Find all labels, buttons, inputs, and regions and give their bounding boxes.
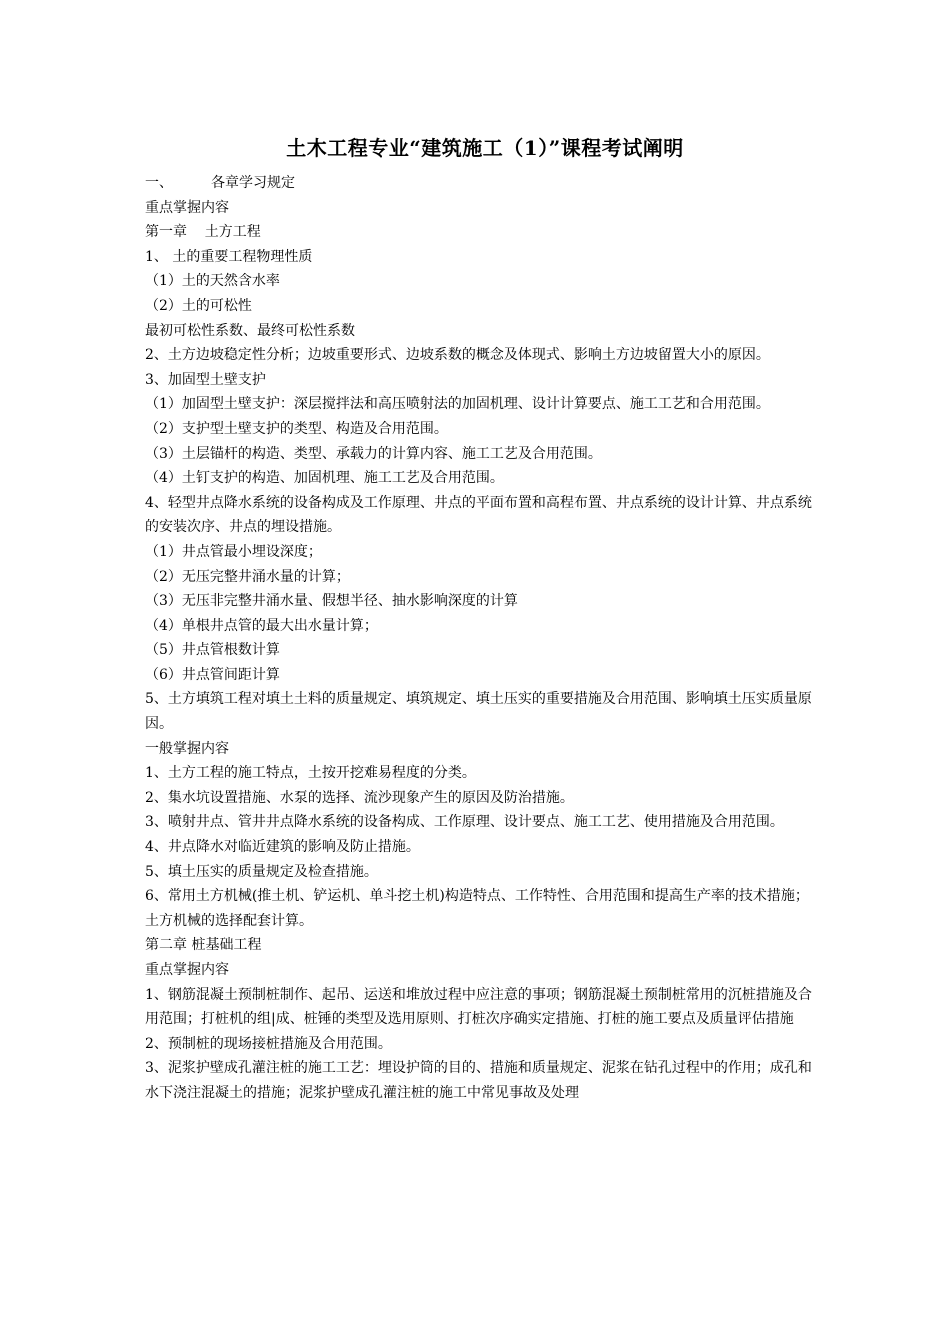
text-line: 重点掌握内容 [145,199,229,216]
text-line: （3）土层锚杆的构造、类型、承载力的计算内容、施工工艺及合用范围。 [145,445,602,462]
text-line: （1）加固型土壁支护：深层搅拌法和高压喷射法的加固机理、设计计算要点、施工工艺和合用范围。 [145,396,770,413]
text-line: 6、常用土方机械(推土机、铲运机、单斗挖土机)构造特点、工作特性、合用范围和提高生产率的技术措施；土方机械的选择配套计算。 [145,888,809,929]
section-heading [145,171,820,196]
text-line: 3、泥浆护壁成孔灌注桩的施工工艺：埋设护筒的目的、措施和质量规定、泥浆在钻孔过程中的作用；成孔和水下浇注混凝土的措施；泥浆护壁成孔灌注桩的施工中常见事故及处理 [145,1060,812,1101]
text-line: （1）土的天然含水率 [145,273,280,290]
text-line: 5、填土压实的质量规定及检查措施。 [145,863,378,880]
text-line: 2、预制桩的现场接桩措施及合用范围。 [145,1035,392,1052]
text-line: （4）土钉支护的构造、加固机理、施工工艺及合用范围。 [145,470,504,487]
section-label: 各章学习规定 [211,175,295,191]
text-line: 一般掌握内容 [145,740,229,757]
text-line: （2）无压完整井涌水量的计算； [145,568,350,585]
text-line: 最初可松性系数、最终可松性系数 [145,322,355,339]
text-line: （1）井点管最小埋设深度； [145,543,322,560]
text-line: 2、集水坑设置措施、水泵的选择、流沙现象产生的原因及防治措施。 [145,789,574,806]
text-line: （2）土的可松性 [145,297,252,314]
text-line: 4、轻型井点降水系统的设备构成及工作原理、井点的平面布置和高程布置、井点系统的设计计算、井点系统的安装次序、井点的埋设措施。 [145,494,812,536]
text-line: 重点掌握内容 [145,962,229,978]
text-line: 3、加固型土壁支护 [145,371,266,388]
chapter-heading: 第二章 桩基础工程 [145,937,262,954]
text-line: 1、土方工程的施工特点，土按开挖难易程度的分类。 [145,765,476,782]
text-line: （2）支护型土壁支护的类型、构造及合用范围。 [145,420,448,437]
text-line: （5）井点管根数计算 [145,642,280,659]
text-line: 2、土方边坡稳定性分析；边坡重要形式、边坡系数的概念及体现式、影响土方边坡留置大小的原因。 [145,347,770,364]
text-line: （6）井点管间距计算 [145,666,280,683]
text-line: 4、井点降水对临近建筑的影响及防止措施。 [145,839,420,856]
chapter-heading: 第一章 土方工程 [145,224,261,241]
document-title: 土木工程专业“建筑施工（1）”课程考试阐明 [286,136,684,160]
section-number: 一、 [145,175,173,191]
text-line: （4）单根井点管的最大出水量计算； [145,617,378,634]
text-line: （3）无压非完整井涌水量、假想半径、抽水影响深度的计算 [145,593,518,610]
text-line: 3、喷射井点、管井井点降水系统的设备构成、工作原理、设计要点、施工工艺、使用措施及合用范围。 [145,814,784,831]
text-line: 1、钢筋混凝土预制桩制作、起吊、运送和堆放过程中应注意的事项；钢筋混凝土预制桩常用的沉桩措施及合用范围；打桩机的组|成、桩锤的类型及选用原则、打桩次序确实定措施、打桩的施工要点及质量评估措施 [145,986,812,1028]
text-line: 5、土方填筑工程对填土土料的质量规定、填筑规定、填土压实的重要措施及合用范围、影响填土压实质量原因。 [145,691,812,733]
text-line: 1、 土的重要工程物理性质 [145,248,313,265]
